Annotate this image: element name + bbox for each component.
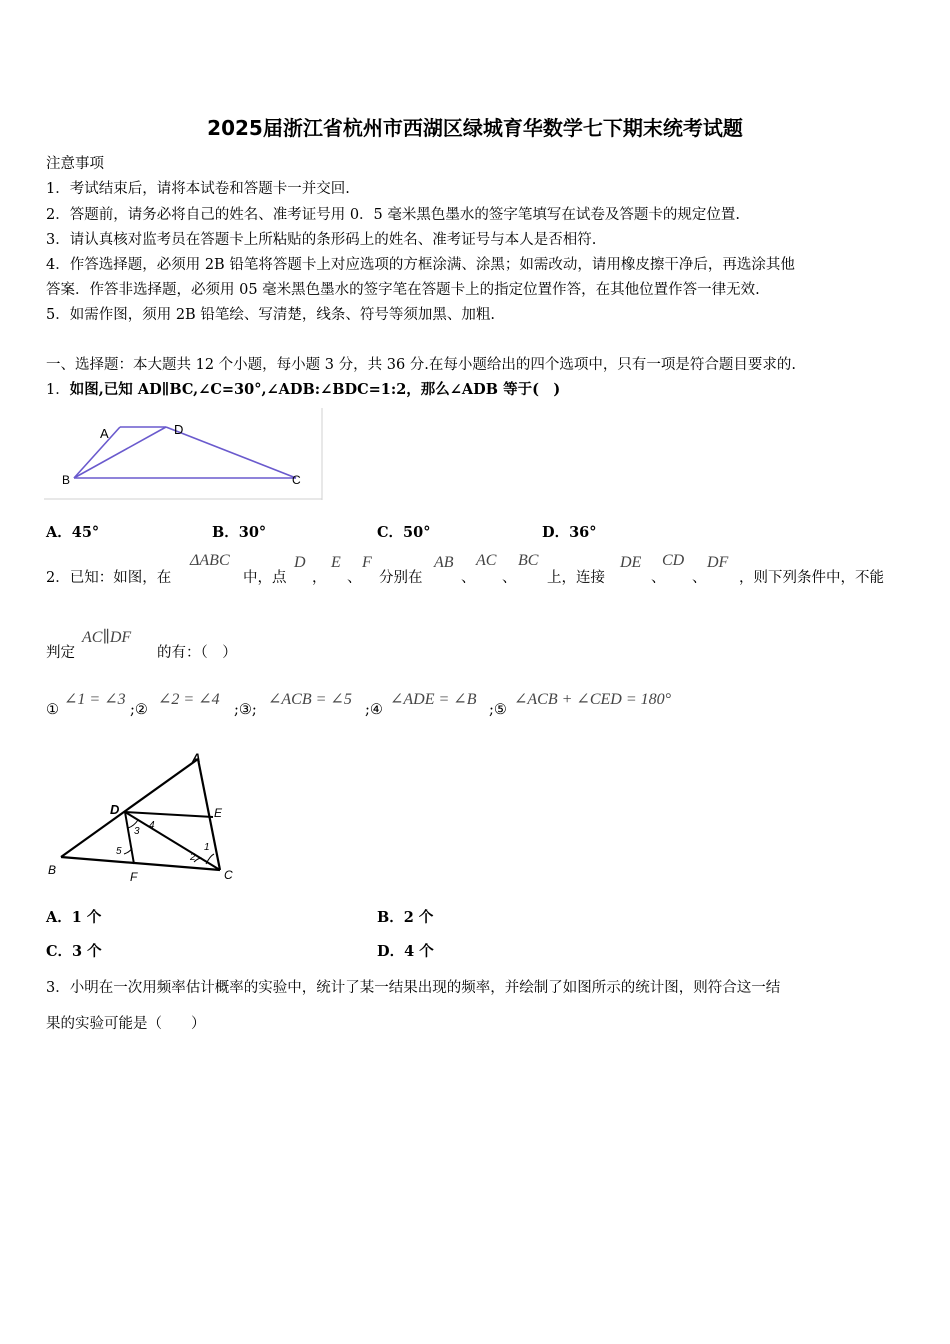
q2-text-7: 的有：（ ） xyxy=(157,645,237,661)
q2-cond-3-num: ;③; xyxy=(234,702,257,718)
label-a: A xyxy=(192,751,201,765)
notice-item-5: 5．如需作图，须用 2B 铅笔绘、写清楚，线条、符号等须加黑、加粗. xyxy=(46,307,495,323)
question-text: 小明在一次用频率估计概率的实验中，统计了某一结果出现的频率，并绘制了如图所示的统计图，则符合这一结 xyxy=(69,980,781,996)
page-title: 2025届浙江省杭州市西湖区绿城育华数学七下期末统考试题 xyxy=(207,116,743,140)
q2-math-ab: AB xyxy=(434,554,454,571)
q1-option-c[interactable]: C．50° xyxy=(377,524,431,541)
q2-math-ac: AC xyxy=(476,552,497,569)
q2-math-d: D xyxy=(294,554,306,571)
q2-math-abc: ΔABC xyxy=(190,552,230,569)
angle-label-4: 4 xyxy=(149,820,155,831)
label-e: E xyxy=(214,806,223,820)
label-b: B xyxy=(62,473,71,487)
q2-sep-5: 、 xyxy=(692,570,707,586)
q2-text-2: 中，点 xyxy=(243,570,287,586)
q2-option-d[interactable]: D．4 个 xyxy=(377,943,434,960)
q2-cond-4-num: ;④ xyxy=(365,702,383,718)
q2-cond-2-num: ;② xyxy=(130,702,148,718)
notice-item-1: 1．考试结束后，请将本试卷和答题卡一并交回. xyxy=(46,181,350,197)
q2-text-5: ，则下列条件中，不能 xyxy=(739,570,884,586)
label-c: C xyxy=(224,868,233,882)
angle-label-1: 1 xyxy=(204,842,210,853)
question-number: 2． xyxy=(46,570,70,586)
q2-cond-1-num: ① xyxy=(46,702,59,718)
label-a: A xyxy=(100,426,109,441)
edge-de xyxy=(125,812,213,817)
q2-sep-3: 、 xyxy=(502,570,517,586)
q2-comma-1: ， xyxy=(312,570,327,586)
question-1 xyxy=(46,378,560,399)
q2-figure xyxy=(44,748,244,883)
q2-cond-2: ∠2 = ∠4 xyxy=(158,691,220,708)
question-text: 如图,已知 AD∥BC,∠C=30°,∠ADB:∠BDC=1:2，那么∠ADB 等于( ) xyxy=(69,381,561,398)
angle-label-3: 3 xyxy=(134,826,140,837)
q2-text-4: 上，连接 xyxy=(547,570,605,586)
angle-label-5: 5 xyxy=(116,846,122,857)
q2-sep-4: 、 xyxy=(651,570,666,586)
q1-option-a[interactable]: A．45° xyxy=(46,524,100,541)
question-2 xyxy=(46,566,171,587)
question-3-cont: 果的实验可能是（ ） xyxy=(46,1016,206,1032)
q2-cond-3: ∠ACB = ∠5 xyxy=(268,691,352,708)
question-number: 3． xyxy=(46,980,70,996)
q2-cond-5-num: ;⑤ xyxy=(489,702,507,718)
edge-dc xyxy=(166,427,296,478)
label-d: D xyxy=(110,802,120,817)
q1-option-d[interactable]: D．36° xyxy=(542,524,597,541)
notice-item-3: 3．请认真核对监考员在答题卡上所粘贴的条形码上的姓名、准考证号与本人是否相符. xyxy=(46,232,597,248)
q2-cond-5: ∠ACB + ∠CED = 180° xyxy=(514,691,672,708)
edge-bc xyxy=(61,857,220,870)
label-c: C xyxy=(292,473,301,487)
notice-item-4-cont: 答案．作答非选择题，必须用 05 毫米黑色墨水的签字笔在答题卡上的指定位置作答，在其他位置作答一律无效. xyxy=(46,282,760,298)
q2-option-a[interactable]: A．1 个 xyxy=(46,909,102,926)
q2-math-e: E xyxy=(331,554,341,571)
q2-sep-2: 、 xyxy=(461,570,476,586)
q2-option-b[interactable]: B．2 个 xyxy=(377,909,434,926)
edge-bd xyxy=(74,427,166,478)
section-heading: 一、选择题：本大题共 12 个小题，每小题 3 分，共 36 分.在每小题给出的四个选项中，只有一项是符合题目要求的. xyxy=(46,357,796,373)
q2-cond-4: ∠ADE = ∠B xyxy=(390,691,477,708)
angle-arc-1 xyxy=(206,854,214,864)
q2-text-1: 已知：如图，在 xyxy=(69,570,172,586)
edge-df xyxy=(125,812,134,864)
q2-math-cd: CD xyxy=(662,552,685,569)
edge-dc xyxy=(125,812,220,870)
notice-item-2: 2．答题前，请务必将自己的姓名、准考证号用 0．5 毫米黑色墨水的签字笔填写在试卷及答题卡的规定位置. xyxy=(46,207,740,223)
q2-math-acdf: AC∥DF xyxy=(82,629,132,646)
q2-math-df: DF xyxy=(707,554,729,571)
question-number: 1． xyxy=(46,382,70,398)
q2-math-f: F xyxy=(362,554,372,571)
q2-cond-1: ∠1 = ∠3 xyxy=(64,691,126,708)
q2-sep-1: 、 xyxy=(347,570,362,586)
q2-text-6: 判定 xyxy=(46,645,75,661)
q2-math-de: DE xyxy=(620,554,642,571)
label-b: B xyxy=(48,863,57,877)
q1-figure xyxy=(44,408,324,502)
q2-math-bc: BC xyxy=(518,552,539,569)
question-3 xyxy=(46,976,780,997)
notice-item-4: 4．作答选择题，必须用 2B 铅笔将答题卡上对应选项的方框涂满、涂黑；如需改动，请用橡皮擦干净后，再选涂其他 xyxy=(46,257,795,273)
q2-option-c[interactable]: C．3 个 xyxy=(46,943,102,960)
notice-heading: 注意事项 xyxy=(46,156,104,172)
edge-ab xyxy=(74,427,120,478)
label-f: F xyxy=(130,870,138,883)
q1-option-b[interactable]: B．30° xyxy=(212,524,267,541)
angle-label-2: 2 xyxy=(190,852,196,863)
label-d: D xyxy=(174,422,184,437)
q2-text-3: 分别在 xyxy=(379,570,423,586)
